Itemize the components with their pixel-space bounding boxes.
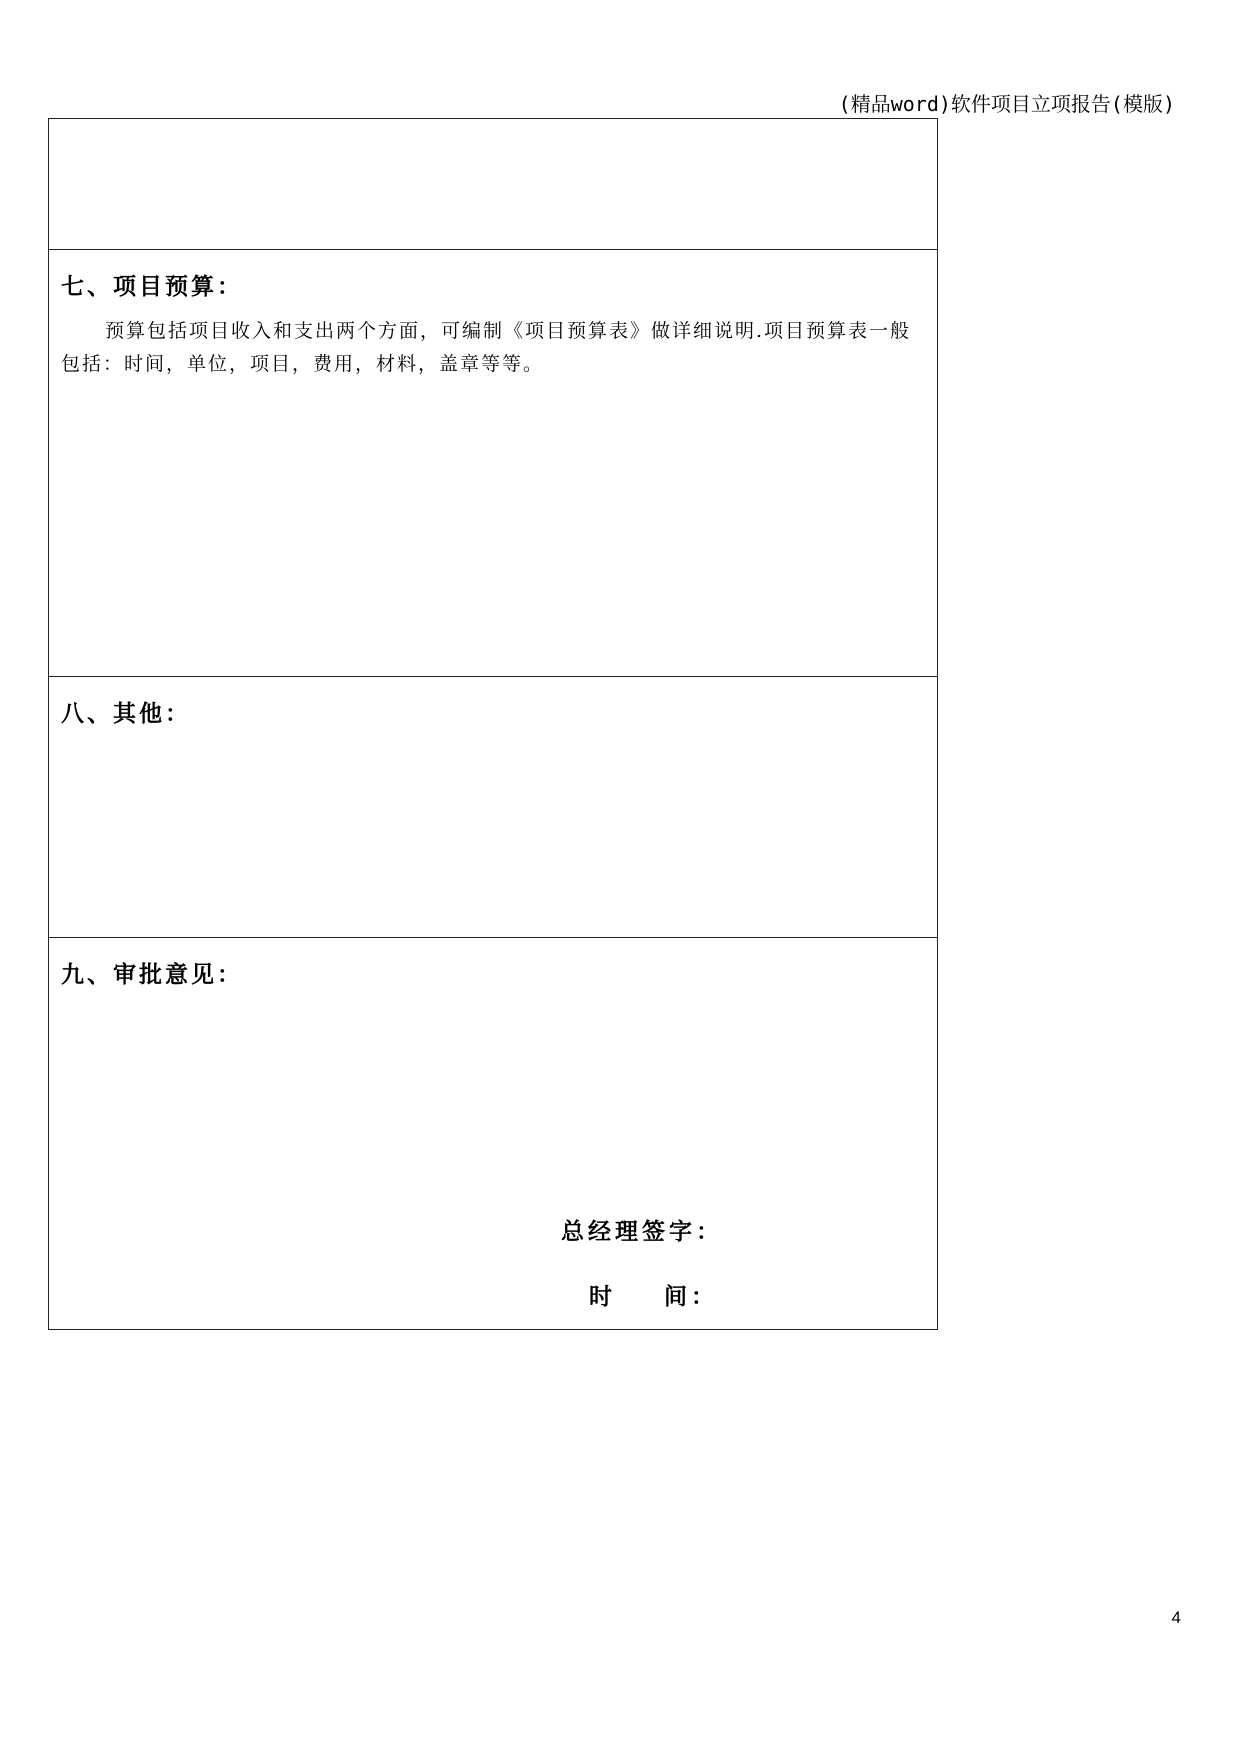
other-section-title: 八、其他： <box>61 701 191 727</box>
manager-signature-label: 总经理签字： <box>561 1219 723 1245</box>
previous-section-continuation <box>49 119 937 249</box>
budget-section-title: 七、项目预算： <box>61 274 243 300</box>
report-form-table <box>48 118 938 1330</box>
approval-section-title: 九、审批意见： <box>61 962 243 988</box>
page-number: 4 <box>1171 1608 1181 1627</box>
other-section <box>49 676 937 937</box>
document-header-title: (精品word)软件项目立项报告(模版) <box>838 92 1175 116</box>
approval-section <box>49 937 937 1329</box>
budget-section-body: 预算包括项目收入和支出两个方面，可编制《项目预算表》做详细说明.项目预算表一般包括：时间，单位，项目，费用，材料，盖章等等。 <box>61 320 912 375</box>
approval-time-label: 时 间： <box>589 1284 719 1310</box>
budget-section <box>49 249 937 676</box>
